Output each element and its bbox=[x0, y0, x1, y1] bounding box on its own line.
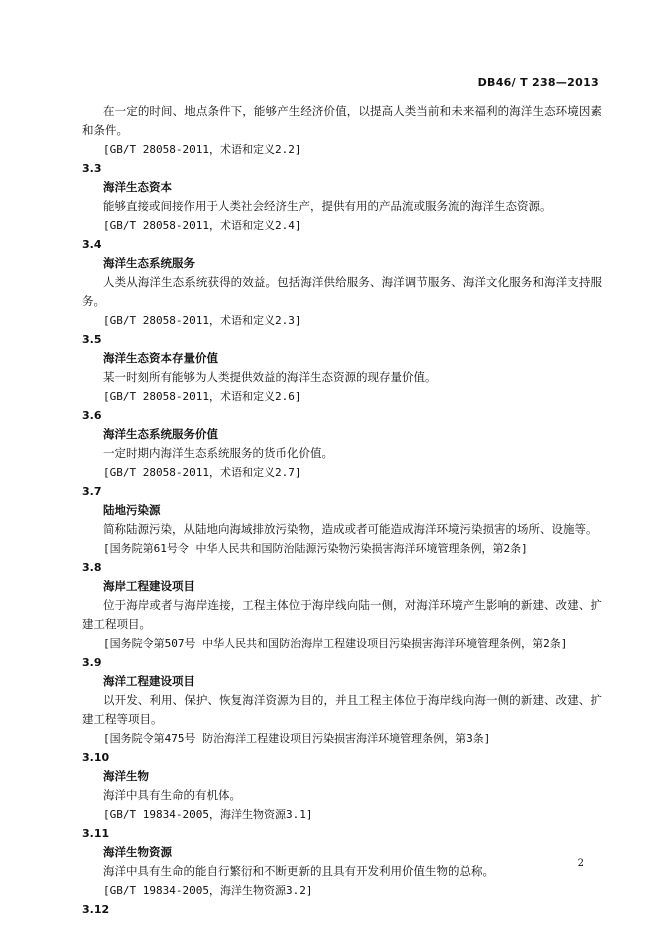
term-definition: 海洋中具有生命的有机体。 bbox=[103, 788, 241, 802]
clause-number: 3.5 bbox=[82, 333, 102, 346]
term-definition: 一定时期内海洋生态系统服务的货币化价值。 bbox=[103, 446, 333, 460]
term-title: 海洋生物 bbox=[103, 769, 149, 783]
clause-number: 3.7 bbox=[82, 485, 102, 498]
term-title: 海洋生物资源 bbox=[103, 845, 172, 859]
term-citation: [GB/T 19834-2005，海洋生物资源3.2] bbox=[103, 884, 313, 897]
clause-number: 3.11 bbox=[82, 827, 110, 840]
clause-number: 3.4 bbox=[82, 238, 102, 251]
page-number: 2 bbox=[577, 858, 584, 869]
term-entry bbox=[82, 406, 602, 482]
term-title: 海岸工程建设项目 bbox=[103, 579, 195, 593]
document-body bbox=[82, 102, 602, 919]
term-citation: [GB/T 28058-2011，术语和定义2.7] bbox=[103, 466, 302, 479]
term-citation: [国务院令第475号 防治海洋工程建设项目污染损害海洋环境管理条例，第3条] bbox=[103, 732, 491, 745]
clause-number: 3.6 bbox=[82, 409, 102, 422]
term-entry bbox=[82, 558, 602, 653]
intro-citation: [GB/T 28058-2011，术语和定义2.2] bbox=[103, 143, 302, 156]
term-entry bbox=[82, 653, 602, 748]
term-citation: [GB/T 19834-2005，海洋生物资源3.1] bbox=[103, 808, 313, 821]
clause-number: 3.10 bbox=[82, 751, 110, 764]
term-title: 海洋生态系统服务价值 bbox=[103, 427, 218, 441]
term-definition: 以开发、利用、保护、恢复海洋资源为目的，并且工程主体位于海岸线向海一侧的新建、改建、扩建工程等项目。 bbox=[82, 693, 602, 726]
term-entry bbox=[82, 159, 602, 235]
term-citation: [GB/T 28058-2011，术语和定义2.3] bbox=[103, 314, 302, 327]
term-citation: [国务院第61号令 中华人民共和国防治陆源污染物污染损害海洋环境管理条例，第2条] bbox=[103, 542, 528, 555]
term-citation: [GB/T 28058-2011，术语和定义2.6] bbox=[103, 390, 302, 403]
clause-number: 3.3 bbox=[82, 162, 102, 175]
term-entry bbox=[82, 748, 602, 824]
term-citation: [国务院令第507号 中华人民共和国防治海岸工程建设项目污染损害海洋环境管理条例，第2条] bbox=[103, 637, 568, 650]
term-title: 海洋生态系统服务 bbox=[103, 256, 195, 270]
term-entry bbox=[82, 824, 602, 900]
clause-number: 3.12 bbox=[82, 903, 110, 916]
term-definition: 人类从海洋生态系统获得的效益。包括海洋供给服务、海洋调节服务、海洋文化服务和海洋支持服务。 bbox=[82, 275, 602, 308]
term-definition: 某一时刻所有能够为人类提供效益的海洋生态资源的现存量价值。 bbox=[103, 370, 437, 384]
term-title: 海洋生态资本存量价值 bbox=[103, 351, 218, 365]
term-definition: 位于海岸或者与海岸连接，工程主体位于海岸线向陆一侧，对海洋环境产生影响的新建、改建、扩建工程项目。 bbox=[82, 598, 602, 631]
clause-number: 3.8 bbox=[82, 561, 102, 574]
term-citation: [GB/T 28058-2011，术语和定义2.4] bbox=[103, 219, 302, 232]
term-title: 陆地污染源 bbox=[103, 503, 161, 517]
term-entry bbox=[82, 330, 602, 406]
term-title: 海洋工程建设项目 bbox=[103, 674, 195, 688]
term-definition: 简称陆源污染，从陆地向海域排放污染物，造成或者可能造成海洋环境污染损害的场所、设施等。 bbox=[103, 522, 598, 536]
clause-number: 3.9 bbox=[82, 656, 102, 669]
intro-definition: 在一定的时间、地点条件下，能够产生经济价值，以提高人类当前和未来福利的海洋生态环境因素和条件。 bbox=[82, 104, 602, 137]
term-entry bbox=[82, 482, 602, 558]
term-definition: 能够直接或间接作用于人类社会经济生产，提供有用的产品流或服务流的海洋生态资源。 bbox=[103, 199, 552, 213]
document-code-header: DB46/ T 238—2013 bbox=[477, 76, 599, 89]
term-definition: 海洋中具有生命的能自行繁衍和不断更新的且具有开发利用价值生物的总称。 bbox=[103, 864, 494, 878]
term-title: 海洋生态资本 bbox=[103, 180, 172, 194]
term-entry bbox=[82, 235, 602, 330]
